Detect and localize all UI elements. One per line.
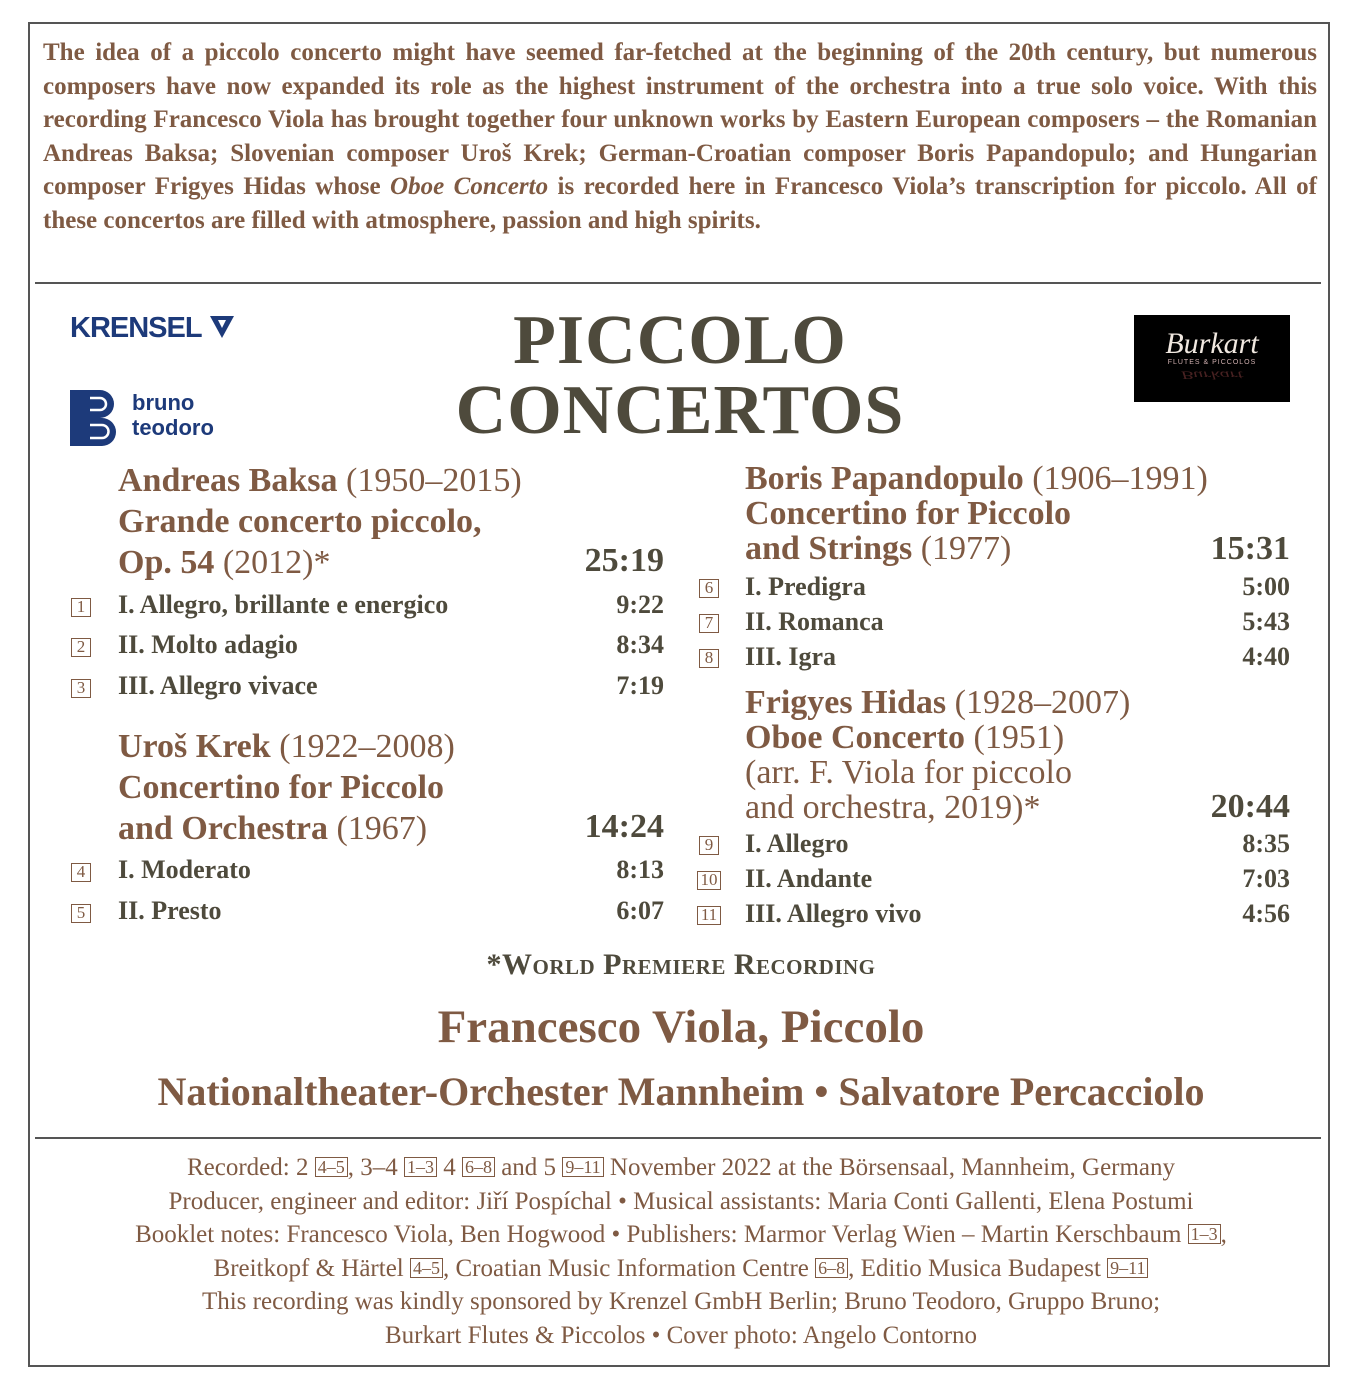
track-duration: 5:00: [1242, 572, 1290, 601]
track-duration: 4:56: [1242, 899, 1290, 928]
orchestra-conductor-credit: Nationaltheater-Orchester Mannheim • Salvatore Percacciolo: [157, 1069, 1205, 1114]
work-krek-header: Uroš Krek (1922–2008) Concertino for Piccolo and Orchestra (1967): [118, 728, 455, 847]
bottom-divider: [35, 1137, 1321, 1139]
track-name: II. Romanca: [745, 607, 884, 636]
soloist-credit: Francesco Viola, Piccolo: [437, 1001, 925, 1053]
credits-line-booklet: Booklet notes: Francesco Viola, Ben Hogwood • Publishers: Marmor Verlag Wien – Martin Kerschbaum 1–3 ,: [135, 1221, 1227, 1248]
track-number: 9: [699, 836, 719, 855]
track-name: II. Molto adagio: [118, 630, 298, 659]
track-number: 7: [699, 614, 719, 633]
work-papandopulo-total: 15:31: [1210, 530, 1290, 567]
credits-line-photo: Burkart Flutes & Piccolos • Cover photo: Angelo Contorno: [384, 1321, 978, 1349]
track-number: 3: [71, 679, 91, 698]
krensel-mark-icon: [208, 314, 236, 340]
work-hidas-total: 20:44: [1210, 788, 1290, 825]
bruno-teodoro-logo: bruno teodoro: [70, 390, 126, 446]
track-number: 4: [71, 863, 91, 882]
work-baksa-total: 25:19: [584, 542, 664, 579]
track-duration: 5:43: [1242, 607, 1290, 636]
track-duration: 7:03: [1242, 864, 1290, 893]
track-name: I. Allegro: [745, 829, 849, 858]
track-number: 10: [697, 871, 721, 890]
work-baksa-header: Andreas Baksa (1950–2015) Grande concerto piccolo, Op. 54 (2012)*: [118, 462, 522, 581]
album-title-line2: CONCERTOS: [455, 372, 905, 449]
left-column: [68, 458, 664, 928]
track-name: I. Predigra: [745, 572, 866, 601]
track-duration: 6:07: [616, 896, 664, 925]
track-name: I. Allegro, brillante e energico: [118, 590, 449, 619]
track-duration: 8:35: [1242, 829, 1290, 858]
credits-line-recorded: Recorded: 2 4–5 , 3–4 1–3 4 6–8 and 5 9–11 November 2022 at the Börsensaal, Mannheim, Germany: [186, 1154, 1176, 1181]
description-blurb: The idea of a piccolo concerto might have seemed far-fetched at the beginning of the 20th century, but numerous composers have now expanded its role as the highest instrument of the orchestra into a true solo voice. With this recording Francesco Viola has brought together four unknown works by Eastern European composers – the Romanian Andreas Baksa; Slovenian composer Uroš Krek; German-Croatian composer Boris Papandopulo; and Hungarian composer Frigyes Hidas whose Oboe Concerto is recorded here in Francesco Viola’s transcription for piccolo. All of these concertos are filled with atmosphere, passion and high spirits.: [43, 39, 1317, 234]
track-name: III. Igra: [745, 642, 837, 671]
track-number: 1: [71, 598, 91, 617]
track-name: III. Allegro vivo: [745, 899, 922, 928]
album-title-line1: PICCOLO: [513, 302, 847, 379]
credits-line-producer: Producer, engineer and editor: Jiří Pospíchal • Musical assistants: Maria Conti Gallenti, Elena Postumi: [168, 1187, 1194, 1215]
track-duration: 4:40: [1242, 642, 1290, 671]
burkart-logo: Burkart FLUTES & PICCOLOS Burkart: [1134, 315, 1290, 402]
track-number: 11: [697, 906, 721, 925]
track-number: 6: [699, 579, 719, 598]
track-duration: 9:22: [616, 590, 664, 619]
bruno-teodoro-mark-icon: [70, 390, 126, 446]
track-number: 8: [699, 649, 719, 668]
credits-line-publishers: Breitkopf & Härtel 4–5 , Croatian Music Information Centre 6–8 , Editio Musica Budapest 9–11: [40, 1252, 1322, 1286]
krensel-logo: KRENSEL: [70, 312, 236, 345]
track-name: II. Presto: [118, 896, 222, 925]
track-name: III. Allegro vivace: [118, 671, 318, 700]
credits-line-sponsor: This recording was kindly sponsored by Krenzel GmbH Berlin; Bruno Teodoro, Gruppo Bruno;: [201, 1288, 1161, 1315]
top-divider: [35, 282, 1321, 284]
track-name: I. Moderato: [118, 855, 251, 884]
work-krek-total: 14:24: [584, 808, 664, 845]
work-papandopulo-header: Boris Papandopulo (1906–1991) Concertino for Piccolo and Strings (1977): [745, 460, 1208, 567]
track-duration: 8:34: [616, 630, 664, 659]
track-name: II. Andante: [745, 864, 873, 893]
right-column: [696, 458, 1290, 928]
track-duration: 7:19: [616, 671, 664, 700]
world-premiere-note: *World Premiere Recording: [486, 948, 876, 981]
track-number: 2: [71, 638, 91, 657]
work-hidas-header: Frigyes Hidas (1928–2007) Oboe Concerto (1951) (arr. F. Viola for piccolo and orchestra, 2019)*: [745, 684, 1131, 826]
track-number: 5: [71, 904, 91, 923]
track-duration: 8:13: [616, 855, 664, 884]
recording-credits: [40, 1151, 1322, 1352]
